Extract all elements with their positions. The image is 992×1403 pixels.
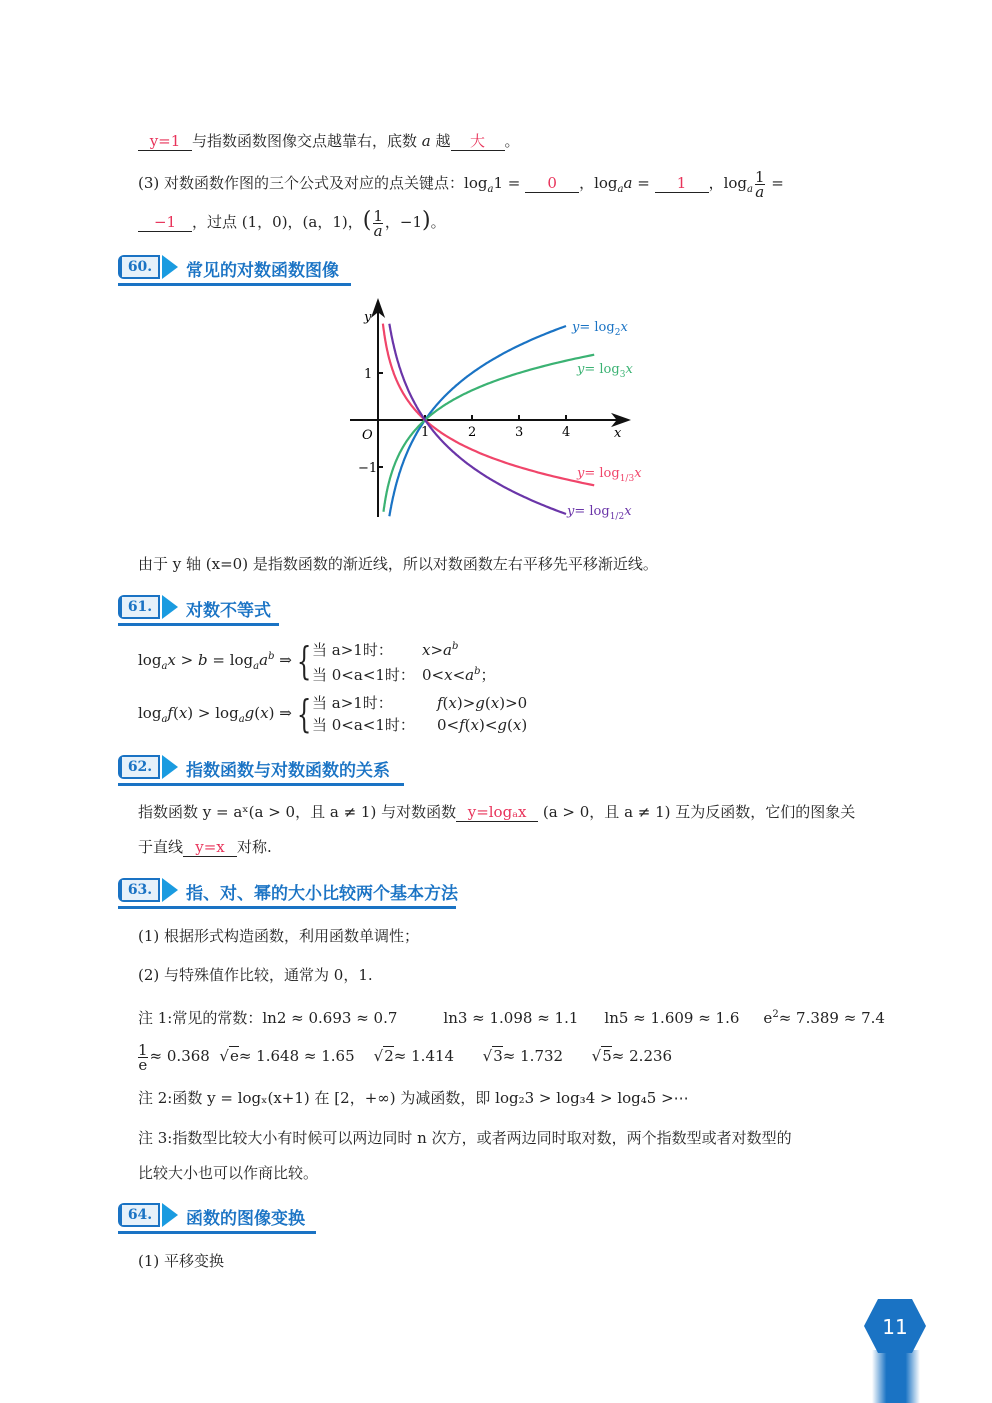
intro-line-2: (3) 对数函数作图的三个公式及对应的点关键点：$\log_a1 = 0$ ，$\log_aa = 1$ ，$\log_a$ $\frac{1}{a}$ = [138, 167, 784, 201]
inequality-1: $\log_ax > b = \log_aa^b$ ⇒ {当 a>1时： $x>a^b$ 当 0<a<1时： $0<x<a^b$； [138, 639, 496, 684]
s62-line-1 [138, 802, 855, 822]
arrow-icon [162, 595, 178, 619]
section-number: 63. [122, 880, 158, 900]
section-title: 函数的图像变换 [186, 1209, 305, 1229]
s62-line-2 [138, 837, 272, 857]
x-tick-label: 3 [515, 425, 524, 440]
answer-blank: y=1 [138, 132, 192, 151]
x-axis-label: x [614, 426, 622, 441]
constant: ≈ 7.389 ≈ 7.4 [778, 1009, 885, 1027]
text: 。 [504, 132, 520, 150]
y-tick-label: −1 [358, 461, 378, 476]
case-label: 当 0<a<1时： [312, 666, 415, 684]
intro-line-3: −1 ，过点 (1，0)，(a，1)，( $\frac{1}{a}$ ，−1)。 [138, 206, 446, 238]
answer-blank: 0 [525, 174, 579, 193]
answer-blank: −1 [138, 213, 192, 232]
section-title: 常见的对数函数图像 [186, 261, 339, 281]
case-label: 当 a>1时： [311, 694, 393, 712]
arrow-icon [162, 878, 178, 902]
text: 与指数函数图像交点越靠右，底数 [192, 132, 418, 150]
constant: ln5 ≈ 1.609 ≈ 1.6 [604, 1009, 740, 1027]
section-title: 指、对、幂的大小比较两个基本方法 [186, 884, 458, 904]
s63-constants-2: $\frac{1}{e}$ ≈ 0.368 √e≈ 1.648 ≈ 1.65 √2≈ 1.414 √3≈ 1.732 √5≈ 2.236 [138, 1040, 673, 1074]
x-tick-label: 4 [562, 425, 571, 440]
log-graph [340, 295, 660, 525]
section-number: 64. [122, 1205, 158, 1225]
page-number: 11 [882, 1315, 908, 1339]
section-head-62 [118, 753, 404, 786]
s63-note-2: 注 2:函数 y = logₓ(x+1) 在 [2，+∞) 为减函数，即 log₂3 > log₃4 > log₄5 >⋯ [138, 1089, 689, 1107]
badge [118, 255, 160, 279]
text: 指数函数 y = aˣ(a > 0，且 a ≠ 1) 与对数函数 [138, 803, 457, 821]
y-axis-label: y [364, 310, 372, 325]
section-title: 指数函数与对数函数的关系 [186, 761, 390, 781]
constant: ≈ 0.368 [149, 1047, 210, 1065]
section-number: 60. [122, 257, 158, 277]
s63-item-1: (1) 根据形式构造函数，利用函数单调性； [138, 927, 420, 945]
case-label: 当 0<a<1时： [311, 716, 415, 734]
case-label: 当 a>1时： [312, 641, 393, 659]
answer-blank: y=logₐx [456, 803, 538, 822]
badge [118, 755, 160, 779]
badge [118, 595, 160, 619]
text: ，过点 (1，0)，(a，1)， [192, 213, 363, 231]
badge [118, 878, 160, 902]
y-tick-label: 1 [364, 367, 373, 382]
section-number: 62. [122, 757, 158, 777]
curve-label: $y= \log_2x$ [572, 320, 628, 338]
curve-label: $y= \log_{1/3}x$ [577, 466, 642, 484]
constant: ln2 ≈ 0.693 ≈ 0.7 [262, 1009, 398, 1027]
page-number-badge [864, 1299, 926, 1353]
s60-note: 由于 y 轴 (x=0) 是指数函数的渐近线，所以对数函数左右平移先平移渐近线。 [138, 555, 658, 573]
curve-label: $y= \log_{1/2}x$ [567, 504, 632, 522]
s64-item-1: (1) 平移变换 [138, 1252, 225, 1270]
curve-label: $y= \log_3x$ [577, 362, 633, 380]
x-tick-label: 2 [468, 425, 477, 440]
section-head-60 [118, 253, 351, 286]
answer-blank: 大 [451, 132, 505, 151]
brace: { [296, 639, 312, 683]
s63-item-2: (2) 与特殊值作比较，通常为 0，1. [138, 966, 373, 984]
section-number: 61. [122, 597, 158, 617]
arrow-icon [162, 755, 178, 779]
text: (3) 对数函数作图的三个公式及对应的点关键点： [138, 174, 465, 192]
constant: ln3 ≈ 1.098 ≈ 1.1 [443, 1009, 579, 1027]
section-head-63 [118, 876, 456, 909]
answer-blank: y=x [183, 838, 237, 857]
answer-blank: 1 [655, 174, 709, 193]
x-tick-label: 1 [421, 425, 430, 440]
page-number-tail [872, 1350, 920, 1403]
text: 注 1:常见的常数： [138, 1009, 263, 1027]
curve-log-base-1-2 [389, 324, 566, 514]
text: 于直线 [138, 838, 184, 856]
origin-label: O [362, 428, 373, 443]
s63-note-1: 注 1:常见的常数：ln2 ≈ 0.693 ≈ 0.7 ln3 ≈ 1.098 ≈ 1.1 ln5 ≈ 1.609 ≈ 1.6 $e^2\approx 7.389 \approx 7.4$ [138, 1009, 885, 1027]
intro-line-1 [138, 131, 520, 151]
badge [118, 1203, 160, 1227]
s63-note-3-cont: 比较大小也可以作商比较。 [138, 1164, 319, 1182]
constant: ≈ 1.648 ≈ 1.65 [238, 1047, 355, 1065]
section-title: 对数不等式 [186, 601, 271, 621]
section-head-61 [118, 593, 279, 626]
section-head-64 [118, 1201, 316, 1234]
constant: ≈ 2.236 [611, 1047, 673, 1065]
inequality-2: $\log_af(x) > \log_ag(x)$ ⇒ {当 a>1时： f(x)>g(x)>0 当 0<a<1时： 0<f(x)<g(x) [138, 692, 528, 736]
s63-note-3: 注 3:指数型比较大小有时候可以两边同时 n 次方，或者两边同时取对数，两个指数型或者对数型的 [138, 1129, 792, 1147]
curve-log-base-2 [389, 326, 566, 516]
constant: ≈ 1.732 [502, 1047, 564, 1065]
brace: { [296, 692, 312, 736]
arrow-icon [162, 1203, 178, 1227]
constant: ≈ 1.414 [393, 1047, 455, 1065]
arrow-icon [162, 255, 178, 279]
var: a [421, 132, 431, 150]
text: 越 [435, 132, 451, 150]
text: 对称. [237, 838, 272, 856]
text: (a > 0，且 a ≠ 1) 互为反函数，它们的图象关 [542, 803, 856, 821]
